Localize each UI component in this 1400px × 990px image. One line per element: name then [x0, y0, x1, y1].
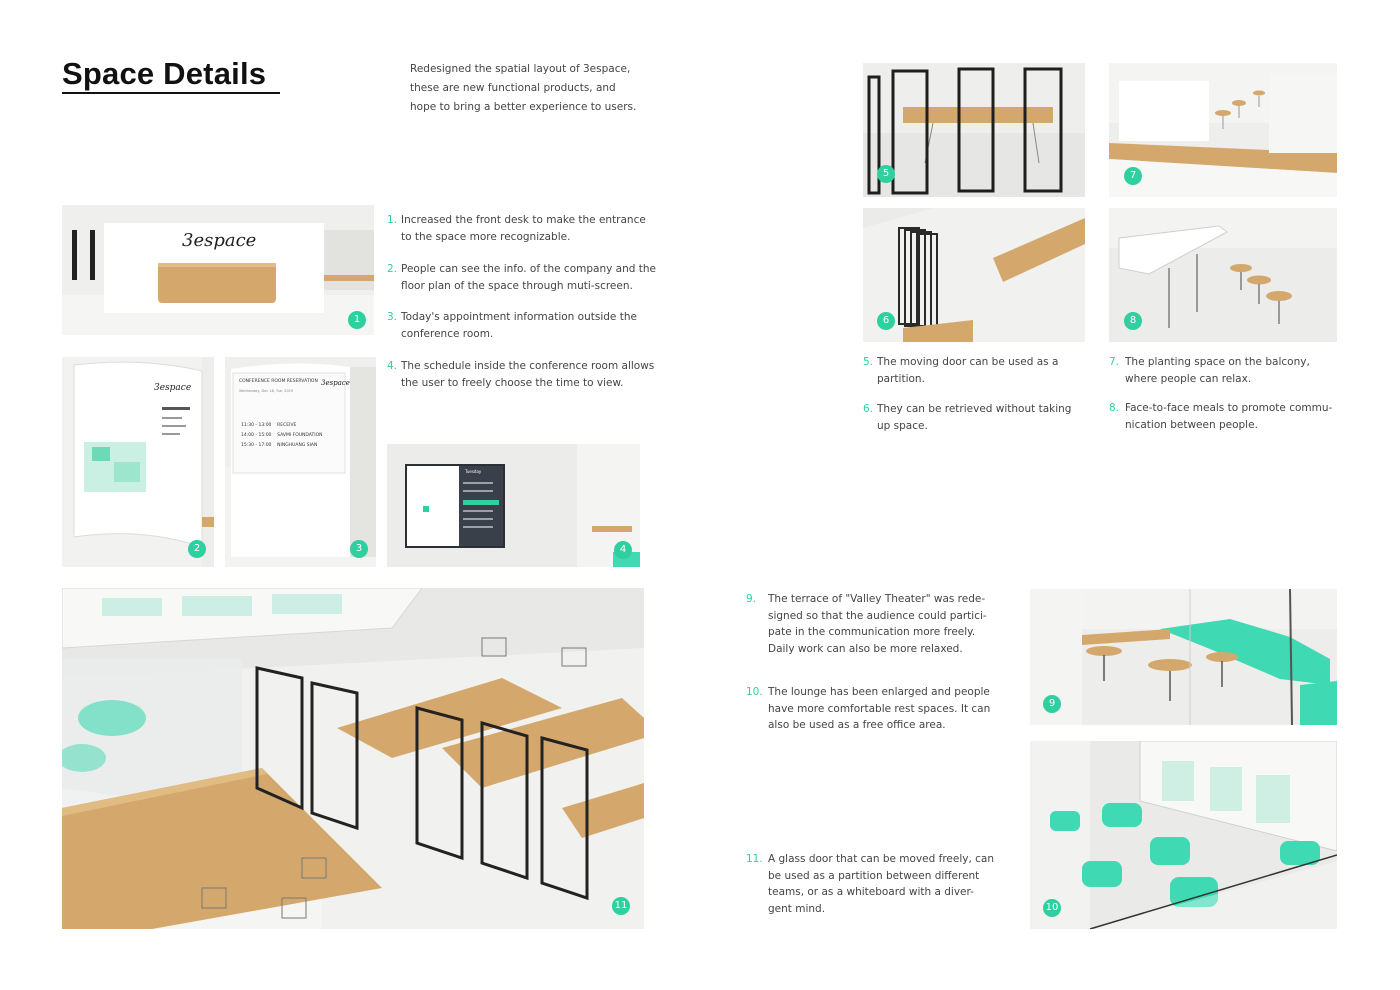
note-item [1109, 400, 1337, 434]
screen-logo: 3espace [154, 383, 192, 393]
note-item [1109, 354, 1337, 388]
note-line: The schedule inside the conference room allows [401, 360, 655, 372]
photo-tablet-schedule [387, 444, 640, 567]
desk-logo: 3espace [182, 230, 257, 251]
glass-door-office-render [62, 588, 644, 929]
note-line: The planting space on the balcony, [1125, 356, 1310, 368]
page-title: Space Details [62, 56, 267, 91]
conference-date: Wednesday, Dec 18, Tue, 2019 [239, 389, 294, 393]
row-time: 11:30 - 13:00 [241, 423, 272, 428]
moving-doors-render [863, 63, 1085, 197]
tablet-day-label: Tuesday [465, 469, 482, 474]
photo-badge: 5 [877, 165, 895, 183]
note-line: pate in the communication more freely. [768, 626, 976, 638]
row-time: 14:00 - 15:00 [241, 433, 272, 438]
floor-plan-screen-render [62, 357, 214, 567]
note-item [746, 851, 995, 919]
photo-dining-counter [1109, 208, 1337, 342]
terrace-render [1030, 589, 1337, 725]
note-line: gent mind. [768, 902, 826, 915]
note-number: 2. [387, 263, 398, 275]
note-line: People can see the info. of the company and the [401, 263, 656, 275]
photo-badge: 10 [1043, 899, 1061, 917]
note-item [387, 212, 646, 246]
photo-moving-doors [863, 63, 1085, 197]
photo-badge: 11 [612, 897, 630, 915]
note-line: partition. [877, 372, 925, 385]
note-number: 8. [1109, 402, 1120, 414]
photo-badge: 4 [614, 541, 632, 559]
note-line: up space. [877, 419, 928, 432]
note-line: also be used as a free office area. [768, 719, 946, 731]
note-line: have more comfortable rest spaces. It can [768, 702, 991, 715]
note-line: Face-to-face meals to promote commu- [1125, 402, 1333, 414]
note-line: They can be retrieved without taking [877, 403, 1072, 415]
note-line: The lounge has been enlarged and people [768, 686, 990, 698]
intro-line: these are new functional products, and [410, 82, 616, 94]
photo-badge: 9 [1043, 695, 1061, 713]
balcony-render [1109, 63, 1337, 197]
dining-counter-render [1109, 208, 1337, 342]
front-desk-render [62, 205, 374, 335]
photo-badge: 7 [1124, 167, 1142, 185]
conference-row [241, 433, 323, 438]
row-name: NINGHUANG SIAN [277, 443, 318, 448]
note-number: 7. [1109, 356, 1120, 368]
note-item [863, 401, 1085, 435]
note-line: nication between people. [1125, 418, 1258, 431]
note-number: 1. [387, 214, 398, 226]
photo-stacked-doors [863, 208, 1085, 342]
note-line: conference room. [401, 327, 494, 340]
stacked-doors-render [863, 208, 1085, 342]
tablet-schedule-render [387, 444, 640, 567]
intro-line: Redesigned the spatial layout of 3espace, [410, 63, 631, 75]
photo-lounge [1030, 741, 1337, 929]
conference-logo: 3espace [321, 379, 350, 387]
photo-valley-theater-terrace [1030, 589, 1337, 725]
photo-glass-door-office [62, 588, 644, 929]
note-line: Increased the front desk to make the entrance [401, 214, 646, 226]
intro-line: hope to bring a better experience to users. [410, 101, 637, 113]
note-number: 10. [746, 686, 763, 698]
intro-paragraph [410, 60, 637, 117]
photo-badge: 2 [188, 540, 206, 558]
note-line: Daily work can also be more relaxed. [768, 642, 963, 655]
note-line: The terrace of "Valley Theater" was rede- [768, 593, 986, 605]
note-line: signed so that the audience could partici- [768, 609, 987, 622]
title-underline [62, 92, 280, 94]
note-item [387, 358, 655, 392]
photo-badge: 8 [1124, 312, 1142, 330]
note-item [746, 591, 986, 659]
row-time: 15:30 - 17:00 [241, 443, 272, 448]
note-line: teams, or as a whiteboard with a diver- [768, 886, 974, 898]
conference-heading: CONFERENCE ROOM RESERVATION [239, 379, 318, 384]
photo-conference-screen [225, 357, 376, 567]
photo-front-desk [62, 205, 374, 335]
conference-row [241, 423, 296, 428]
note-number: 9. [746, 593, 757, 605]
note-item [387, 309, 643, 343]
photo-badge: 6 [877, 312, 895, 330]
photo-balcony [1109, 63, 1337, 197]
photo-badge: 3 [350, 540, 368, 558]
note-number: 3. [387, 311, 398, 323]
note-line: The moving door can be used as a [877, 356, 1059, 368]
note-item [746, 684, 991, 736]
note-number: 11. [746, 853, 763, 865]
note-line: where people can relax. [1125, 372, 1252, 385]
note-line: floor plan of the space through muti-screen. [401, 279, 633, 292]
note-line: the user to freely choose the time to view. [401, 376, 624, 389]
row-name: SAVMI FOUNDATION [277, 433, 323, 438]
note-number: 4. [387, 360, 398, 372]
conference-row [241, 443, 317, 448]
photo-badge: 1 [348, 311, 366, 329]
note-item [387, 261, 656, 295]
note-line: Today's appointment information outside the [401, 311, 637, 323]
note-item [863, 354, 1085, 388]
lounge-render [1030, 741, 1337, 929]
note-line: to the space more recognizable. [401, 230, 571, 243]
note-number: 6. [863, 403, 874, 415]
note-line: A glass door that can be moved freely, can [768, 853, 995, 865]
row-name: RECEIVE [277, 423, 297, 428]
photo-floor-plan-screen [62, 357, 214, 567]
note-number: 5. [863, 356, 874, 368]
note-line: be used as a partition between different [768, 869, 980, 882]
